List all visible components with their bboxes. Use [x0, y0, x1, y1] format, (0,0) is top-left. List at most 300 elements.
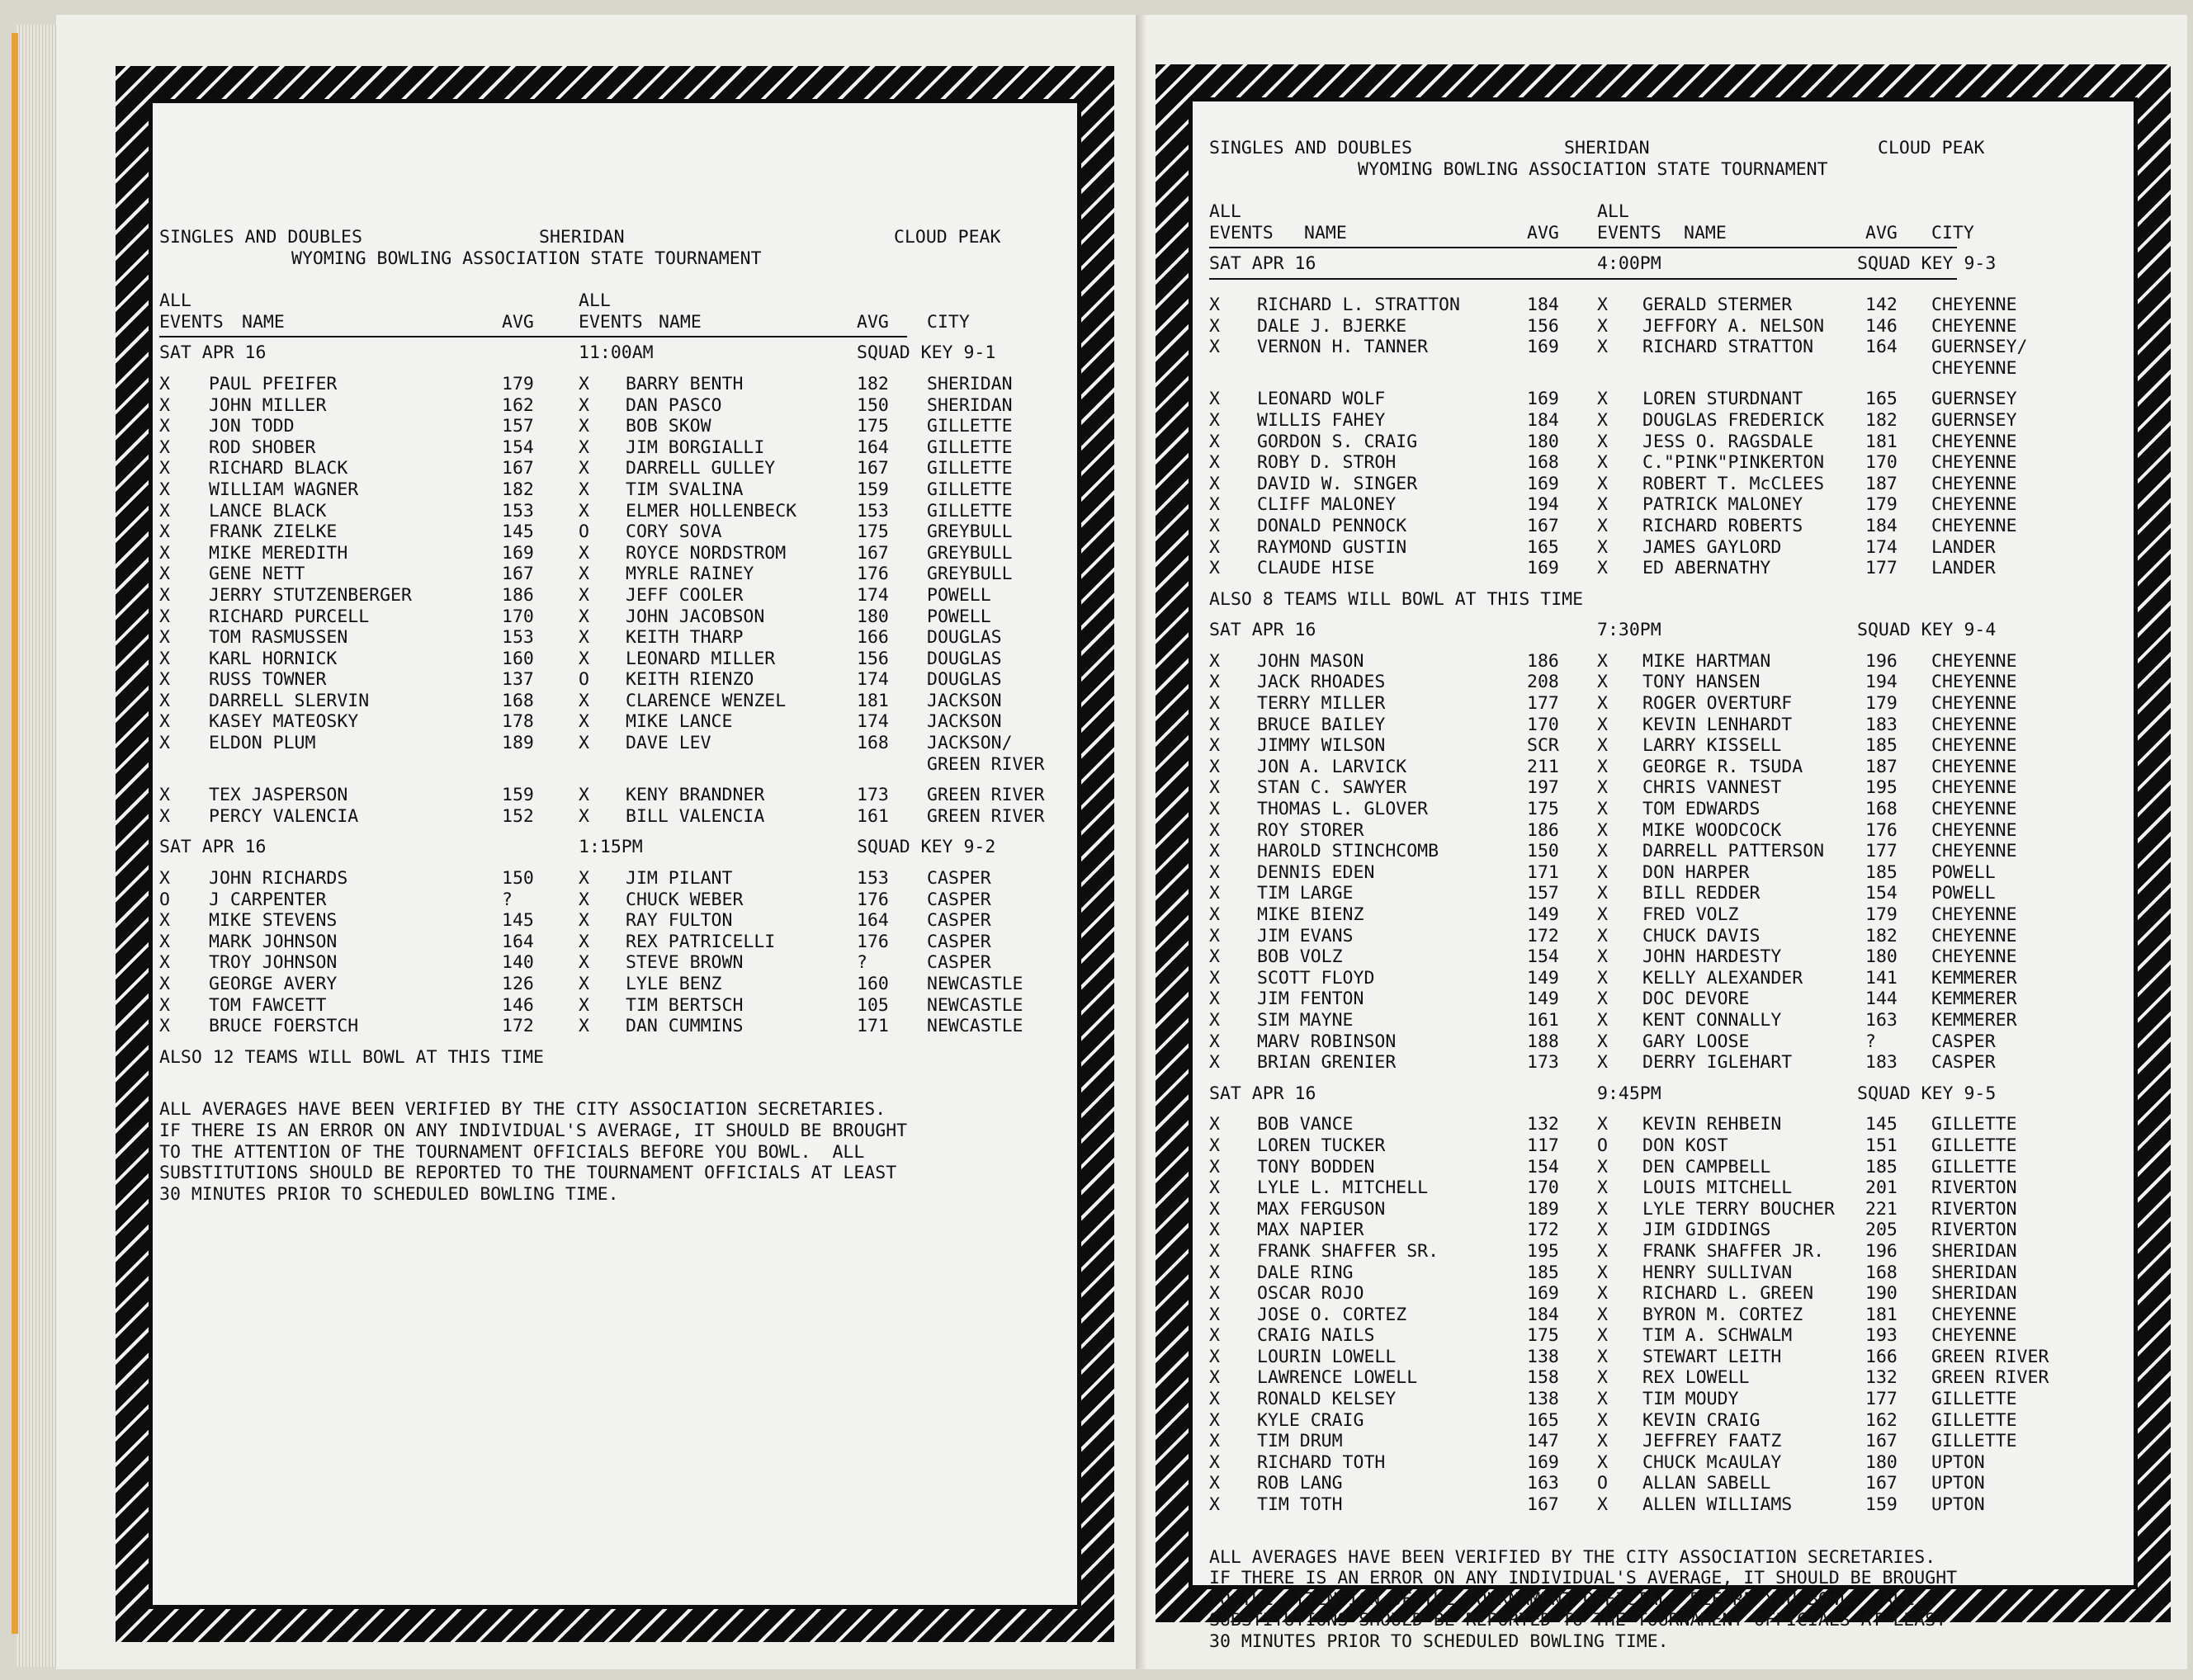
partner-name: DOC DEVORE: [1642, 989, 1750, 1010]
partner-event-mark: X: [579, 1016, 589, 1037]
bowler-row: [1209, 714, 2017, 736]
left-content-panel: [149, 99, 1081, 1609]
squad-key: SQUAD KEY 9-2: [857, 837, 996, 858]
bowler-row: [1209, 777, 2017, 799]
bowler-name: TOM RASMUSSEN: [209, 627, 348, 649]
bowler-avg: 180: [1527, 431, 1559, 452]
partner-avg: 177: [1865, 1389, 1898, 1410]
event-mark: X: [159, 627, 170, 649]
bowler-avg: 188: [1527, 1031, 1559, 1052]
bowler-avg: 138: [1527, 1389, 1559, 1410]
city: CHEYENNE: [1931, 799, 2017, 820]
col-events: EVENTS: [1209, 222, 1274, 243]
bowler-row: [159, 889, 991, 911]
squad-time: 11:00AM: [579, 342, 654, 364]
partner-event-mark: X: [579, 373, 589, 394]
partner-event-mark: X: [1597, 1240, 1608, 1262]
partner-avg: 159: [1865, 1494, 1898, 1516]
event-mark: X: [1209, 841, 1220, 862]
event-mark: X: [1209, 1031, 1220, 1052]
partner-avg: 175: [857, 416, 889, 437]
partner-event-mark: X: [1597, 315, 1608, 337]
bowler-name: CLAUDE HISE: [1257, 558, 1375, 579]
bowler-name: MARV ROBINSON: [1257, 1031, 1397, 1052]
bowler-row: [159, 584, 991, 606]
bowler-name: TIM TOTH: [1257, 1494, 1343, 1516]
partner-name: DAN CUMMINS: [626, 1016, 744, 1037]
spacer: [1209, 1104, 1957, 1114]
bowler-row: [159, 753, 1045, 776]
partner-name: GERALD STERMER: [1642, 294, 1793, 315]
bowler-name: PERCY VALENCIA: [209, 805, 359, 827]
column-header-row: [159, 290, 907, 312]
event-mark: X: [159, 974, 170, 994]
bowler-row: [1209, 735, 2017, 757]
city: JACKSON: [927, 690, 1002, 711]
partner-name: KEVIN REHBEIN: [1642, 1114, 1782, 1135]
bowler-avg: 145: [502, 521, 534, 543]
partner-avg: 221: [1865, 1198, 1898, 1220]
partner-name: RAY FULTON: [626, 910, 733, 932]
partner-event-mark: X: [1597, 1031, 1608, 1052]
bowler-row: [1209, 431, 2017, 453]
bowler-name: JON TODD: [209, 416, 295, 437]
partner-name: MIKE LANCE: [626, 711, 733, 733]
squad-date: SAT APR 16: [1209, 1083, 1316, 1104]
partner-avg: 151: [1865, 1135, 1898, 1156]
city: CHEYENNE: [1931, 946, 2017, 968]
bowler-row: [1209, 1367, 2049, 1389]
col-events-2: EVENTS: [579, 311, 643, 333]
bowler-row: [159, 733, 1013, 754]
partner-event-mark: X: [1597, 1346, 1608, 1367]
bowler-avg: ?: [502, 889, 513, 910]
bowler-name: MIKE STEVENS: [209, 910, 338, 932]
event-mark: X: [1209, 558, 1220, 579]
bowler-name: JIM FENTON: [1257, 989, 1364, 1010]
bowler-name: JOHN MILLER: [209, 394, 327, 416]
bowler-name: DONALD PENNOCK: [1257, 515, 1407, 536]
bowler-row: [1209, 861, 1996, 884]
city: LANDER: [1931, 558, 1996, 579]
event-mark: X: [1209, 515, 1220, 536]
partner-avg: 180: [857, 606, 889, 627]
event-mark: X: [1209, 883, 1220, 904]
bowler-avg: 167: [502, 458, 534, 479]
left-striped-border: [116, 66, 1114, 1642]
partner-event-mark: X: [579, 889, 589, 910]
partner-avg: 182: [1865, 925, 1898, 946]
spacer: [159, 775, 907, 785]
partner-event-mark: X: [1597, 1052, 1608, 1074]
partner-avg: 167: [1865, 1473, 1898, 1494]
partner-name: JIM BORGIALLI: [626, 437, 765, 458]
spacer: [1209, 285, 1957, 295]
partner-name: BARRY BENTH: [626, 373, 744, 394]
partner-event-mark: X: [1597, 777, 1608, 799]
right-content-panel: [1189, 97, 2138, 1652]
city: CASPER: [927, 868, 991, 890]
event-mark: O: [159, 889, 170, 910]
partner-avg: 161: [857, 805, 889, 827]
bowler-name: BOB VANCE: [1257, 1114, 1354, 1135]
bowler-name: JIMMY WILSON: [1257, 735, 1386, 757]
partner-event-mark: X: [1597, 1220, 1608, 1241]
event-mark: X: [159, 952, 170, 974]
partner-name: DEN CAMPBELL: [1642, 1156, 1771, 1177]
bowler-name: KARL HORNICK: [209, 648, 338, 669]
event-mark: X: [159, 711, 170, 733]
bowler-name: RICHARD BLACK: [209, 458, 348, 479]
bowler-avg: 173: [1527, 1052, 1559, 1074]
bowler-name: RICHARD L. STRATTON: [1257, 294, 1460, 315]
partner-avg: 167: [857, 542, 889, 564]
bowler-avg: 194: [1527, 494, 1559, 516]
bowler-avg: 152: [502, 805, 534, 827]
squad-key: SQUAD KEY 9-5: [1857, 1083, 1997, 1104]
event-mark: X: [1209, 1494, 1220, 1516]
title-center: SHERIDAN: [539, 227, 625, 248]
bowler-row: [159, 910, 991, 932]
city: GREYBULL: [927, 542, 1013, 564]
city: GREEN RIVER: [927, 753, 1045, 775]
partner-name: STEVE BROWN: [626, 952, 744, 974]
partner-event-mark: O: [579, 669, 589, 691]
col-events-2: EVENTS: [1597, 222, 1661, 243]
partner-name: BILL REDDER: [1642, 883, 1761, 904]
bowler-row: [1209, 1325, 2017, 1347]
partner-name: ALLAN SABELL: [1642, 1473, 1771, 1494]
partner-event-mark: X: [1597, 1451, 1608, 1473]
squad-header: [159, 342, 996, 364]
bowler-avg: 126: [502, 974, 534, 994]
bowler-name: RICHARD PURCELL: [209, 606, 370, 627]
bowler-row: [159, 931, 991, 953]
notice-line: 30 MINUTES PRIOR TO SCHEDULED BOWLING TIME.: [159, 1183, 619, 1205]
squad-date: SAT APR 16: [159, 837, 267, 858]
partner-name: TIM MOUDY: [1642, 1389, 1739, 1410]
partner-event-mark: X: [1597, 693, 1608, 715]
event-mark: X: [1209, 1367, 1220, 1389]
spacer: [1209, 579, 1957, 589]
event-mark: X: [1209, 1325, 1220, 1347]
bowler-name: GEORGE AVERY: [209, 974, 338, 994]
squad-key: SQUAD KEY 9-1: [857, 342, 996, 364]
city: KEMMERER: [1931, 967, 2017, 989]
spacer: [1209, 1516, 1957, 1537]
squad-rule: [1209, 278, 1957, 280]
spacer: [1209, 610, 1957, 620]
partner-event-mark: X: [1597, 337, 1608, 358]
event-mark: X: [159, 669, 170, 691]
partner-avg: 205: [1865, 1220, 1898, 1241]
partner-avg: 181: [857, 690, 889, 711]
bowler-row: [1209, 819, 2017, 842]
col-city: CITY: [927, 311, 970, 333]
bowler-row: [1209, 1283, 2017, 1305]
partner-event-mark: O: [1597, 1135, 1608, 1156]
event-mark: X: [1209, 1389, 1220, 1410]
bowler-row: [159, 521, 1013, 543]
partner-name: TONY HANSEN: [1642, 672, 1761, 693]
partner-event-mark: X: [1597, 904, 1608, 925]
partner-avg: 185: [1865, 861, 1898, 883]
bowler-row: [1209, 1473, 1985, 1494]
partner-avg: 175: [857, 521, 889, 543]
event-mark: X: [159, 868, 170, 890]
partner-name: DARRELL PATTERSON: [1642, 841, 1825, 862]
city: GILLETTE: [927, 479, 1013, 500]
bowler-avg: 162: [502, 394, 534, 416]
bowler-name: MIKE MEREDITH: [209, 542, 348, 564]
city: CHEYENNE: [1931, 693, 2017, 715]
bowler-row: [159, 711, 1002, 733]
bowler-avg: 175: [1527, 799, 1559, 820]
partner-event-mark: X: [1597, 714, 1608, 735]
partner-avg: 187: [1865, 473, 1898, 494]
bowler-row: [1209, 1346, 2049, 1368]
col-events: EVENTS: [159, 311, 224, 333]
partner-name: DERRY IGLEHART: [1642, 1052, 1793, 1074]
bowler-avg: 175: [1527, 1325, 1559, 1347]
event-mark: X: [159, 690, 170, 711]
event-mark: X: [1209, 861, 1220, 883]
bowler-name: GORDON S. CRAIG: [1257, 431, 1418, 452]
bowler-avg: 137: [502, 669, 534, 691]
partner-event-mark: O: [579, 521, 589, 543]
bowler-row: [159, 606, 991, 628]
bowler-avg: 153: [502, 500, 534, 521]
partner-event-mark: X: [1597, 494, 1608, 516]
bowler-row: [1209, 799, 2017, 820]
partner-event-mark: X: [579, 627, 589, 649]
event-mark: X: [1209, 946, 1220, 968]
partner-event-mark: X: [1597, 841, 1608, 862]
partner-event-mark: X: [1597, 1156, 1608, 1177]
partner-event-mark: X: [1597, 1198, 1608, 1220]
bowler-name: GENE NETT: [209, 564, 305, 585]
partner-avg: 181: [1865, 1304, 1898, 1325]
bowler-name: CRAIG NAILS: [1257, 1325, 1375, 1347]
bowler-avg: 189: [502, 733, 534, 754]
col-avg: AVG: [502, 311, 534, 333]
city: RIVERTON: [1931, 1177, 2017, 1199]
title-left: SINGLES AND DOUBLES: [159, 227, 362, 248]
city: CHEYENNE: [1931, 925, 2017, 946]
bowler-name: THOMAS L. GLOVER: [1257, 799, 1429, 820]
partner-event-mark: X: [579, 394, 589, 416]
city: CHEYENNE: [1931, 515, 2017, 536]
partner-name: JOHN HARDESTY: [1642, 946, 1782, 968]
spacer: [159, 1089, 907, 1099]
bowler-row: [1209, 1431, 2017, 1452]
city: GILLETTE: [927, 458, 1013, 479]
partner-event-mark: X: [1597, 1389, 1608, 1410]
city: CHEYENNE: [1931, 315, 2017, 337]
event-mark: X: [159, 931, 170, 952]
event-mark: X: [1209, 1283, 1220, 1305]
event-mark: X: [1209, 1451, 1220, 1473]
partner-avg: 145: [1865, 1114, 1898, 1135]
bowler-row: [159, 542, 1013, 564]
partner-event-mark: X: [1597, 473, 1608, 494]
bowler-row: [1209, 515, 2017, 537]
city: LANDER: [1931, 536, 1996, 558]
bowler-avg: 177: [1527, 693, 1559, 715]
partner-event-mark: X: [1597, 819, 1608, 841]
event-mark: X: [1209, 494, 1220, 516]
bowler-row: [1209, 946, 2017, 968]
bowler-avg: 178: [502, 711, 534, 733]
event-mark: X: [1209, 967, 1220, 989]
squad-time: 9:45PM: [1597, 1083, 1661, 1104]
partner-event-mark: X: [1597, 1114, 1608, 1135]
bowler-row: [1209, 452, 2017, 474]
bowler-row: [159, 974, 1023, 995]
partner-name: DAN PASCO: [626, 394, 722, 416]
bowler-avg: 208: [1527, 672, 1559, 693]
partner-avg: 174: [857, 711, 889, 733]
bowler-name: DALE RING: [1257, 1262, 1354, 1283]
partner-avg: 196: [1865, 650, 1898, 672]
notice-line: TO THE ATTENTION OF THE TOURNAMENT OFFICIALS BEFORE YOU BOWL. ALL: [159, 1141, 865, 1163]
partner-avg: 181: [1865, 431, 1898, 452]
partner-avg: 179: [1865, 904, 1898, 925]
bowler-name: TERRY MILLER: [1257, 693, 1386, 715]
event-mark: X: [159, 805, 170, 827]
squad-time: 7:30PM: [1597, 620, 1661, 641]
partner-name: LYLE BENZ: [626, 974, 722, 994]
bowler-row: [159, 690, 1002, 712]
bowler-avg: 150: [1527, 841, 1559, 862]
event-mark: X: [1209, 431, 1220, 452]
event-mark: X: [1209, 650, 1220, 672]
bowler-name: DAVID W. SINGER: [1257, 473, 1418, 494]
partner-name: JESS O. RAGSDALE: [1642, 431, 1814, 452]
tournament-subtitle: WYOMING BOWLING ASSOCIATION STATE TOURNAMENT: [1358, 158, 1828, 180]
partner-name: GEORGE R. TSUDA: [1642, 756, 1803, 777]
city: SHERIDAN: [1931, 1262, 2017, 1283]
bowler-avg: 169: [1527, 558, 1559, 579]
bowler-avg: 168: [1527, 452, 1559, 474]
partner-event-mark: X: [1597, 409, 1608, 431]
partner-name: JOHN JACOBSON: [626, 606, 765, 627]
bowler-name: BRUCE BAILEY: [1257, 714, 1386, 735]
notice-line: TO THE ATTENTION OF THE TOURNAMENT OFFICIALS BEFORE YOU BOWL. ALL: [1209, 1588, 1915, 1610]
partner-avg: 162: [1865, 1409, 1898, 1431]
bowler-row: [1209, 1409, 2017, 1432]
partner-event-mark: X: [579, 868, 589, 890]
partner-name: KEVIN LENHARDT: [1642, 714, 1793, 735]
partner-name: ED ABERNATHY: [1642, 558, 1771, 579]
partner-name: KENT CONNALLY: [1642, 1009, 1782, 1031]
event-mark: X: [1209, 1135, 1220, 1156]
partner-event-mark: X: [1597, 1325, 1608, 1347]
partner-name: ROGER OVERTURF: [1642, 693, 1793, 715]
bowler-name: SIM MAYNE: [1257, 1009, 1354, 1031]
bowler-avg: 158: [1527, 1367, 1559, 1389]
partner-name: BYRON M. CORTEZ: [1642, 1304, 1803, 1325]
bowler-avg: 169: [1527, 337, 1559, 358]
bowler-avg: 169: [1527, 473, 1559, 494]
bowler-avg: 154: [502, 437, 534, 458]
city: GREEN RIVER: [927, 785, 1045, 806]
bowler-name: DENNIS EDEN: [1257, 861, 1375, 883]
partner-name: CHUCK WEBER: [626, 889, 744, 910]
partner-name: JEFF COOLER: [626, 584, 744, 606]
city: CHEYENNE: [1931, 494, 2017, 516]
city: CHEYENNE: [1931, 735, 2017, 757]
partner-event-mark: X: [579, 974, 589, 994]
partner-event-mark: X: [1597, 452, 1608, 474]
event-mark: X: [159, 584, 170, 606]
partner-avg: 168: [1865, 1262, 1898, 1283]
partner-avg: 168: [1865, 799, 1898, 820]
bowler-name: CLIFF MALONEY: [1257, 494, 1397, 516]
partner-event-mark: X: [1597, 1009, 1608, 1031]
bowler-row: [1209, 967, 2017, 989]
bowler-row: [159, 669, 1002, 691]
partner-avg: 141: [1865, 967, 1898, 989]
bowler-avg: 159: [502, 785, 534, 806]
bowler-name: OSCAR ROJO: [1257, 1283, 1364, 1305]
city: GILLETTE: [927, 437, 1013, 458]
bowler-avg: 189: [1527, 1198, 1559, 1220]
partner-event-mark: X: [1597, 799, 1608, 820]
event-mark: X: [159, 416, 170, 437]
city: CHEYENNE: [1931, 452, 2017, 474]
partner-avg: 180: [1865, 1451, 1898, 1473]
partner-avg: 183: [1865, 1052, 1898, 1074]
bowler-avg: 170: [502, 606, 534, 627]
partner-avg: 176: [1865, 819, 1898, 841]
spacer: [1209, 1537, 1957, 1547]
partner-avg: 174: [857, 669, 889, 691]
partner-avg: 190: [1865, 1283, 1898, 1305]
notice-line: IF THERE IS AN ERROR ON ANY INDIVIDUAL'S AVERAGE, IT SHOULD BE BROUGHT: [1209, 1568, 1958, 1589]
bowler-name: TIM LARGE: [1257, 883, 1354, 904]
city: GREYBULL: [927, 521, 1013, 543]
bowler-name: BOB VOLZ: [1257, 946, 1343, 968]
bowler-avg: 157: [502, 416, 534, 437]
city: GILLETTE: [1931, 1114, 2017, 1135]
partner-avg: 105: [857, 994, 889, 1016]
event-mark: X: [1209, 473, 1220, 494]
bowler-row: [1209, 904, 2017, 926]
partner-event-mark: X: [1597, 883, 1608, 904]
city: CHEYENNE: [1931, 294, 2017, 315]
notice-line: 30 MINUTES PRIOR TO SCHEDULED BOWLING TIME.: [1209, 1631, 1669, 1652]
partner-avg: 132: [1865, 1367, 1898, 1389]
partner-event-mark: X: [1597, 946, 1608, 968]
bowler-row: [1209, 315, 2017, 337]
partner-event-mark: X: [579, 931, 589, 952]
bowler-avg: 184: [1527, 1304, 1559, 1325]
event-mark: X: [1209, 389, 1220, 410]
city: NEWCASTLE: [927, 974, 1023, 994]
partner-name: JIM GIDDINGS: [1642, 1220, 1771, 1241]
bowler-name: J CARPENTER: [209, 889, 327, 910]
bowler-avg: 179: [502, 373, 534, 394]
partner-avg: 176: [857, 931, 889, 952]
bowler-name: JOSE O. CORTEZ: [1257, 1304, 1407, 1325]
bowler-name: WILLIAM WAGNER: [209, 479, 359, 500]
bowler-avg: 145: [502, 910, 534, 932]
bowler-row: [1209, 473, 2017, 495]
partner-avg: 150: [857, 394, 889, 416]
partner-name: KEVIN CRAIG: [1642, 1409, 1761, 1431]
partner-name: DAVE LEV: [626, 733, 711, 754]
